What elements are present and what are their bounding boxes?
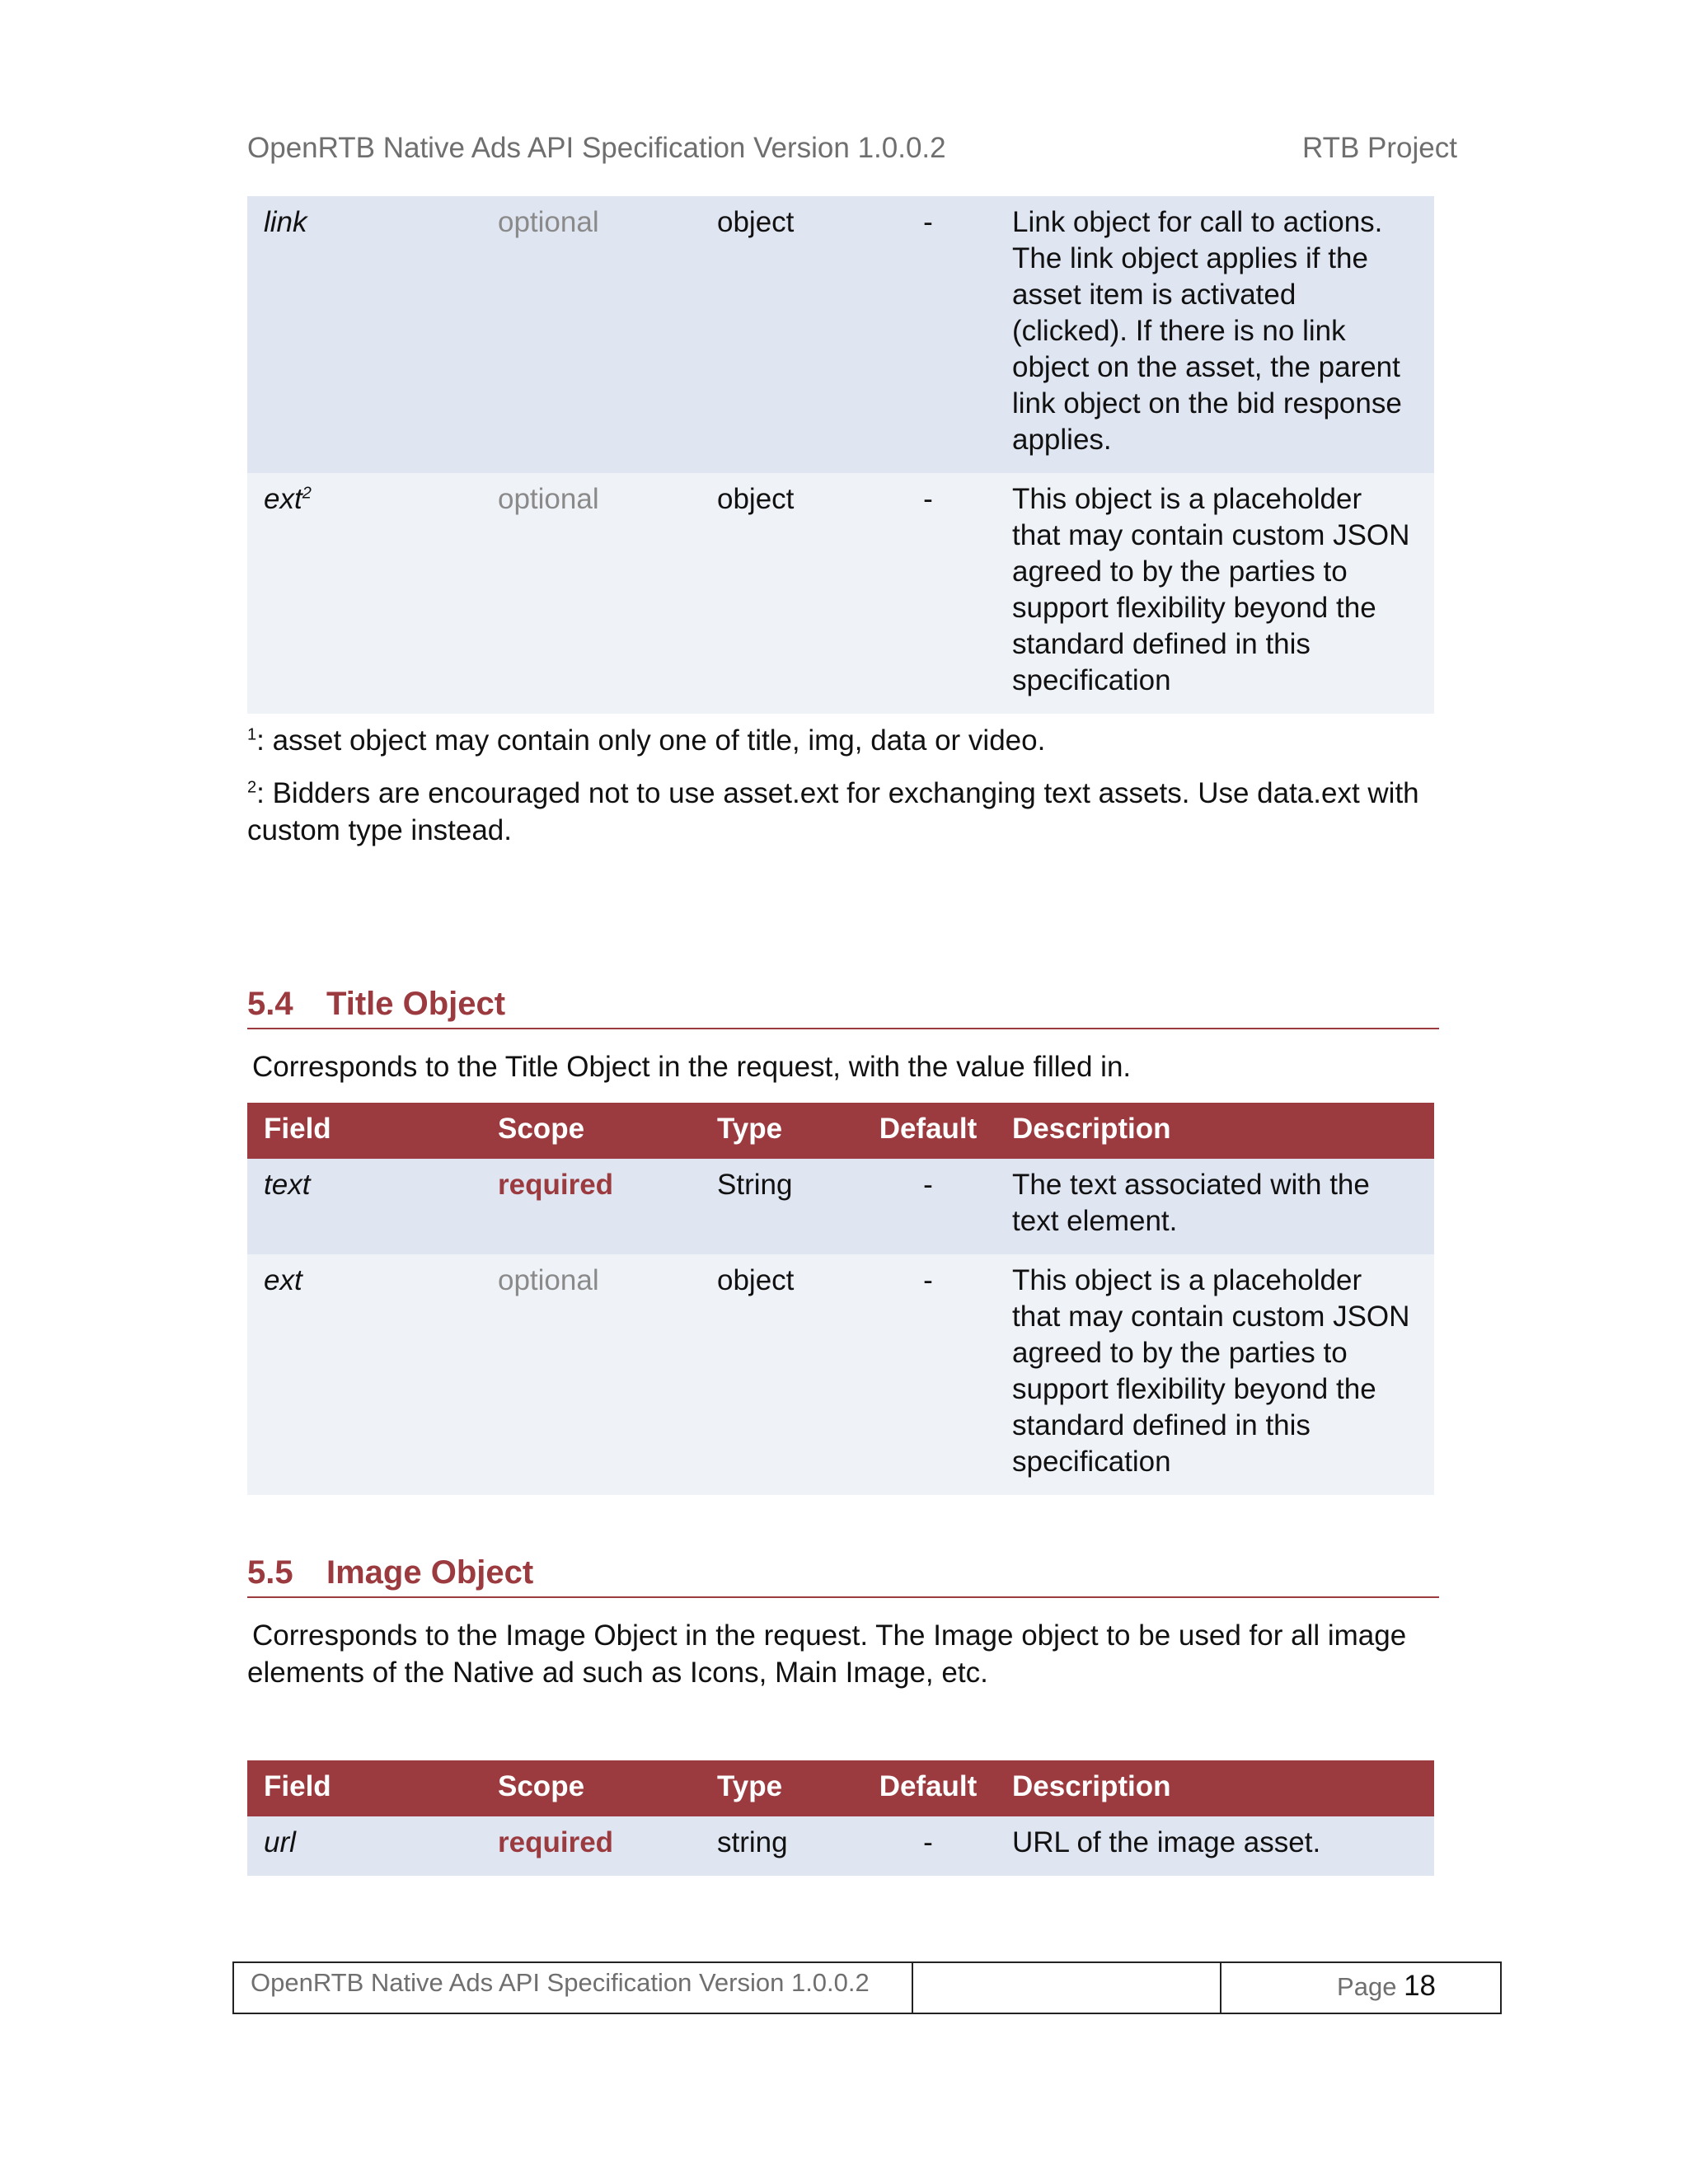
field-cell: text <box>247 1159 481 1254</box>
header-project: RTB Project <box>1301 132 1457 164</box>
section-title: Image Object <box>326 1554 534 1591</box>
scope-cell: required <box>481 1159 701 1254</box>
description-cell: Link object for call to actions. The link object applies if the asset item is activated (clicked). If there is no link object on the asset, the parent link object on the bid response applies. <box>996 196 1434 473</box>
default-cell: - <box>860 1254 996 1495</box>
field-cell: ext <box>247 1254 481 1495</box>
running-footer <box>232 1961 1502 2014</box>
scope-cell: required <box>481 1816 701 1876</box>
default-cell: - <box>860 196 996 473</box>
footer-middle-cell <box>913 1963 1221 2013</box>
column-header-default: Default <box>860 1103 996 1159</box>
description-cell: URL of the image asset. <box>996 1816 1434 1876</box>
table-row <box>247 473 1434 714</box>
description-cell: The text associated with the text element. <box>996 1159 1434 1254</box>
section-title: Title Object <box>326 986 506 1022</box>
type-cell: object <box>701 196 860 473</box>
description-cell: This object is a placeholder that may contain custom JSON agreed to by the parties to support flexibility beyond the standard defined in this specification <box>996 473 1434 714</box>
column-header-type: Type <box>701 1760 860 1816</box>
table-header-row <box>247 1760 1434 1816</box>
column-header-description: Description <box>996 1760 1434 1816</box>
description-cell: This object is a placeholder that may contain custom JSON agreed to by the parties to support flexibility beyond the standard defined in this specification <box>996 1254 1434 1495</box>
asset-table-continued <box>247 196 1434 714</box>
section-number: 5.5 <box>247 1554 293 1591</box>
type-cell: string <box>701 1816 860 1876</box>
footnote-1: $^1$: asset object may contain only one of title, img, data or video. <box>247 724 1046 757</box>
scope-cell: optional <box>481 196 701 473</box>
section-intro: Corresponds to the Image Object in the request. The Image object to be used for all image elements of the Native ad such as Icons, Main Image, etc. <box>247 1619 1407 1689</box>
image-object-table <box>247 1760 1434 1876</box>
footer-page <box>1221 1963 1500 2013</box>
table-row <box>247 1254 1434 1495</box>
type-cell: object <box>701 1254 860 1495</box>
type-cell: String <box>701 1159 860 1254</box>
scope-cell: optional <box>481 473 701 714</box>
table-header-row <box>247 1103 1434 1159</box>
title-object-table <box>247 1103 1434 1495</box>
field-cell: link <box>247 196 481 473</box>
header-title: OpenRTB Native Ads API Specification Version 1.0.0.2 <box>247 132 946 164</box>
field-cell: url <box>247 1816 481 1876</box>
page-number: 18 <box>1404 1970 1436 2002</box>
column-header-scope: Scope <box>481 1760 701 1816</box>
column-header-field: Field <box>247 1103 481 1159</box>
footnote-ref: 2 <box>302 484 312 503</box>
table-row <box>247 196 1434 473</box>
column-header-default: Default <box>860 1760 996 1816</box>
default-cell: - <box>860 1816 996 1876</box>
table-row <box>247 1159 1434 1254</box>
type-cell: object <box>701 473 860 714</box>
page-label: Page <box>1337 1972 1397 2001</box>
table-row <box>247 1816 1434 1876</box>
column-header-field: Field <box>247 1760 481 1816</box>
column-header-scope: Scope <box>481 1103 701 1159</box>
running-header <box>247 132 1457 165</box>
footnote-2: $^2$: Bidders are encouraged not to use asset.ext for exchanging text assets. Use data.ext with custom type instead. <box>247 777 1419 846</box>
default-cell: - <box>860 473 996 714</box>
footer-title: OpenRTB Native Ads API Specification Version 1.0.0.2 <box>234 1963 913 2013</box>
section-intro: Corresponds to the Title Object in the request, with the value filled in. <box>252 1051 1132 1083</box>
column-header-type: Type <box>701 1103 860 1159</box>
section-heading-title-object <box>247 986 1439 1029</box>
default-cell: - <box>860 1159 996 1254</box>
column-header-description: Description <box>996 1103 1434 1159</box>
section-number: 5.4 <box>247 986 293 1022</box>
section-heading-image-object <box>247 1554 1439 1598</box>
scope-cell: optional <box>481 1254 701 1495</box>
field-cell: ext$^2$ <box>247 473 481 714</box>
